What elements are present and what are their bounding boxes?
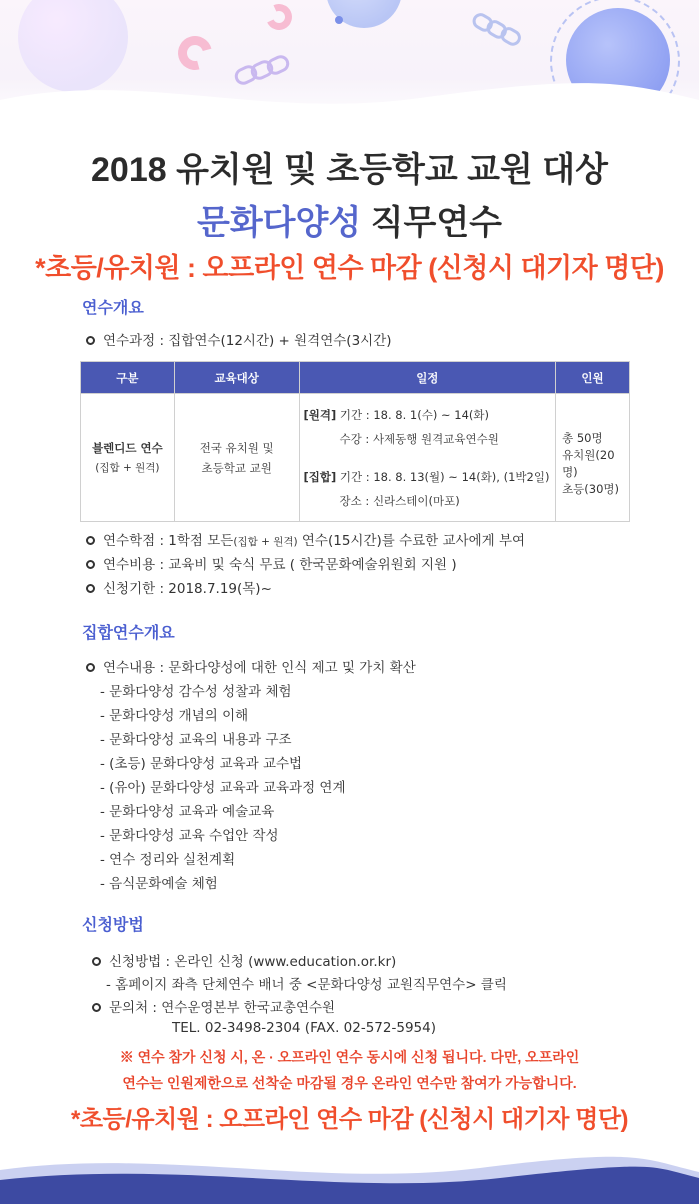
list-item: - 문화다양성 감수성 성찰과 체험 [100, 684, 292, 700]
course-text: 연수과정 : 집합연수(12시간) + 원격연수(3시간) [103, 333, 392, 349]
header-banner [0, 0, 699, 130]
footer-wave [0, 1148, 699, 1204]
bullet-circle-icon [92, 957, 101, 966]
list-item: - 음식문화예술 체험 [100, 876, 218, 892]
subtitle-rest: 직무연수 [361, 204, 503, 242]
online-venue: 수강 : 사제동행 원격교육연수원 [339, 431, 499, 446]
list-item: - (유아) 문화다양성 교육과 교육과정 연계 [100, 780, 346, 796]
list-item: - (초등) 문화다양성 교육과 교수법 [100, 756, 303, 772]
contact-text: 문의처 : 연수운영본부 한국교총연수원 [109, 1000, 336, 1016]
list-item: - 문화다양성 개념의 이해 [100, 708, 249, 724]
credit-small: (집합 + 원격) [233, 536, 298, 548]
offline-venue: 장소 : 신라스테이(마포) [339, 493, 460, 508]
section-heading-group: 집합연수개요 [82, 625, 175, 642]
table-header-cell: 일정 [299, 362, 556, 394]
online-period: 기간 : 18. 8. 1(수) ~ 14(화) [336, 407, 489, 422]
table-header-cell: 교육대상 [174, 362, 299, 394]
cell-target [174, 394, 299, 522]
method-text: 신청방법 : 온라인 신청 (www.education.or.kr) [109, 954, 397, 970]
method-sub: - 홈페이지 좌측 단체연수 배너 중 <문화다양성 교원직무연수> 클릭 [106, 977, 507, 993]
bullet-method [92, 950, 396, 970]
cell-category [81, 394, 175, 522]
decor-chain-icon [470, 12, 532, 46]
warning-line: ※ 연수 참가 신청 시, 온 · 오프라인 연수 동시에 신청 됩니다. 다만, 오프라인 [119, 1049, 580, 1065]
cell-count [556, 394, 630, 522]
list-item: - 문화다양성 교육의 내용과 구조 [100, 732, 292, 748]
offline-period: 기간 : 18. 8. 13(월) ~ 14(화), (1박2일) [336, 469, 550, 484]
closing-notice: *초등/유치원 : 오프라인 연수 마감 (신청시 대기자 명단) [35, 253, 664, 283]
target-line: 전국 유치원 및 [199, 440, 274, 455]
count-kinder: 유치원(20명) [562, 448, 615, 479]
offline-tag: [집합] [303, 469, 337, 484]
warning-line: 연수는 인원제한으로 선착순 마감될 경우 온라인 연수만 참여가 가능합니다. [122, 1075, 577, 1091]
section-heading-overview: 연수개요 [82, 300, 144, 317]
bullet-credit [86, 529, 525, 549]
table-header-cell: 구분 [81, 362, 175, 394]
schedule-table [80, 361, 630, 522]
bullet-cost [86, 553, 457, 573]
page-title: 2018 유치원 및 초등학교 교원 대상 [91, 151, 608, 189]
bullet-circle-icon [86, 663, 95, 672]
bullet-deadline [86, 577, 272, 597]
bullet-circle-icon [92, 1003, 101, 1012]
decor-dot [335, 16, 343, 24]
bullet-content [86, 656, 416, 676]
list-item: - 문화다양성 교육과 예술교육 [100, 804, 275, 820]
target-line: 초등학교 교원 [201, 460, 272, 475]
bullet-circle-icon [86, 336, 95, 345]
section-heading-apply: 신청방법 [82, 917, 144, 934]
bullet-contact [92, 996, 335, 1016]
credit-text-post: 연수(15시간)를 수료한 교사에게 부여 [297, 533, 526, 549]
page-subtitle [0, 195, 699, 244]
list-item: - 문화다양성 교육 수업안 작성 [100, 828, 279, 844]
category-sub: (집합 + 원격) [95, 461, 160, 474]
table-header-cell: 인원 [556, 362, 630, 394]
decor-ring [262, 0, 295, 33]
table-row [81, 394, 630, 522]
bullet-circle-icon [86, 536, 95, 545]
list-item: - 연수 정리와 실천계획 [100, 852, 236, 868]
bullet-course [86, 329, 392, 349]
cell-schedule [299, 394, 556, 522]
decor-wave [0, 70, 699, 130]
online-tag: [원격] [303, 407, 337, 422]
credit-text: 연수학점 : 1학점 모든 [103, 533, 234, 549]
cost-text: 연수비용 : 교육비 및 숙식 무료 ( 한국문화예술위원회 지원 ) [103, 557, 457, 573]
contact-tel: TEL. 02-3498-2304 (FAX. 02-572-5954) [172, 1020, 436, 1036]
bullet-circle-icon [86, 560, 95, 569]
subtitle-accent: 문화다양성 [196, 204, 362, 242]
table-header-row [81, 362, 630, 394]
category-main: 블렌디드 연수 [92, 440, 163, 455]
bullet-circle-icon [86, 584, 95, 593]
count-elem: 초등(30명) [562, 482, 620, 496]
content-text: 연수내용 : 문화다양성에 대한 인식 제고 및 가치 확산 [103, 660, 416, 676]
closing-notice-bottom: *초등/유치원 : 오프라인 연수 마감 (신청시 대기자 명단) [70, 1106, 629, 1133]
deadline-text: 신청기한 : 2018.7.19(목)~ [103, 581, 272, 597]
count-total: 총 50명 [562, 431, 603, 445]
